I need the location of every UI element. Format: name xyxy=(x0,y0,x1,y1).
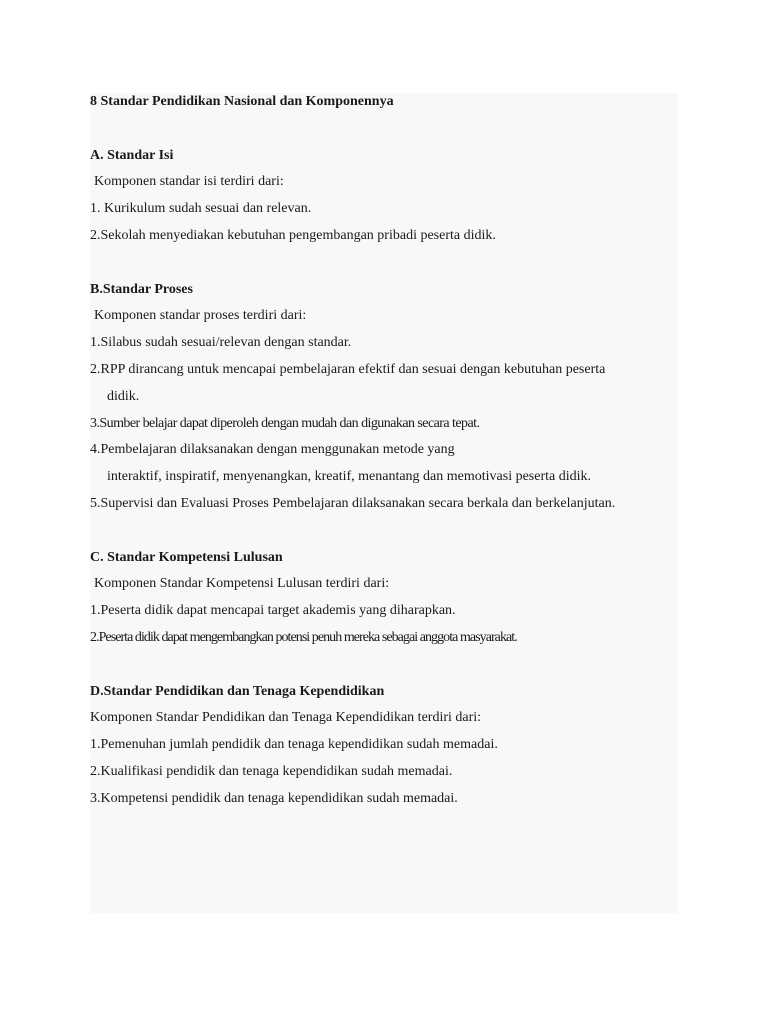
list-item: 1.Peserta didik dapat mencapai target akademis yang diharapkan. xyxy=(90,603,456,619)
section-heading-standar-pendidikan-tenaga: D.Standar Pendidikan dan Tenaga Kependidikan xyxy=(90,683,385,699)
section-heading-standar-isi: A. Standar Isi xyxy=(90,147,174,163)
section-intro: Komponen Standar Pendidikan dan Tenaga Kependidikan terdiri dari: xyxy=(90,710,482,726)
list-item: 1. Kurikulum sudah sesuai dan relevan. xyxy=(90,201,312,217)
list-item: 2.Kualifikasi pendidik dan tenaga kependidikan sudah memadai. xyxy=(90,763,453,779)
section-heading-standar-proses: B.Standar Proses xyxy=(90,281,193,297)
list-item-continuation: didik. xyxy=(107,388,140,404)
section-intro: Komponen standar isi terdiri dari: xyxy=(94,174,284,190)
list-item: 2.Peserta didik dapat mengembangkan potensi penuh mereka sebagai anggota masyarakat. xyxy=(90,629,517,645)
spacer xyxy=(90,250,678,277)
spacer xyxy=(90,652,678,679)
list-item: 4.Pembelajaran dilaksanakan dengan menggunakan metode yang xyxy=(90,442,455,458)
section-intro: Komponen Standar Kompetensi Lulusan terdiri dari: xyxy=(94,576,390,592)
list-item: 2.RPP dirancang untuk mencapai pembelajaran efektif dan sesuai dengan kebutuhan peserta xyxy=(90,361,606,377)
spacer xyxy=(90,116,678,143)
list-item: 5.Supervisi dan Evaluasi Proses Pembelajaran dilaksanakan secara berkala dan berkelanjutan. xyxy=(90,495,616,511)
document-content xyxy=(90,89,678,813)
list-item-continuation: interaktif, inspiratif, menyenangkan, kreatif, menantang dan memotivasi peserta didik. xyxy=(107,469,592,485)
list-item: 1.Silabus sudah sesuai/relevan dengan standar. xyxy=(90,335,352,351)
list-item: 3.Sumber belajar dapat diperoleh dengan mudah dan digunakan secara tepat. xyxy=(90,415,480,431)
document-title: 8 Standar Pendidikan Nasional dan Komponennya xyxy=(90,94,394,109)
spacer xyxy=(90,518,678,545)
list-item: 1.Pemenuhan jumlah pendidik dan tenaga kependidikan sudah memadai. xyxy=(90,737,498,753)
section-intro: Komponen standar proses terdiri dari: xyxy=(94,308,307,324)
list-item: 3.Kompetensi pendidik dan tenaga kependidikan sudah memadai. xyxy=(90,790,458,806)
section-heading-standar-kompetensi-lulusan: C. Standar Kompetensi Lulusan xyxy=(90,549,283,565)
list-item: 2.Sekolah menyediakan kebutuhan pengembangan pribadi peserta didik. xyxy=(90,227,496,243)
